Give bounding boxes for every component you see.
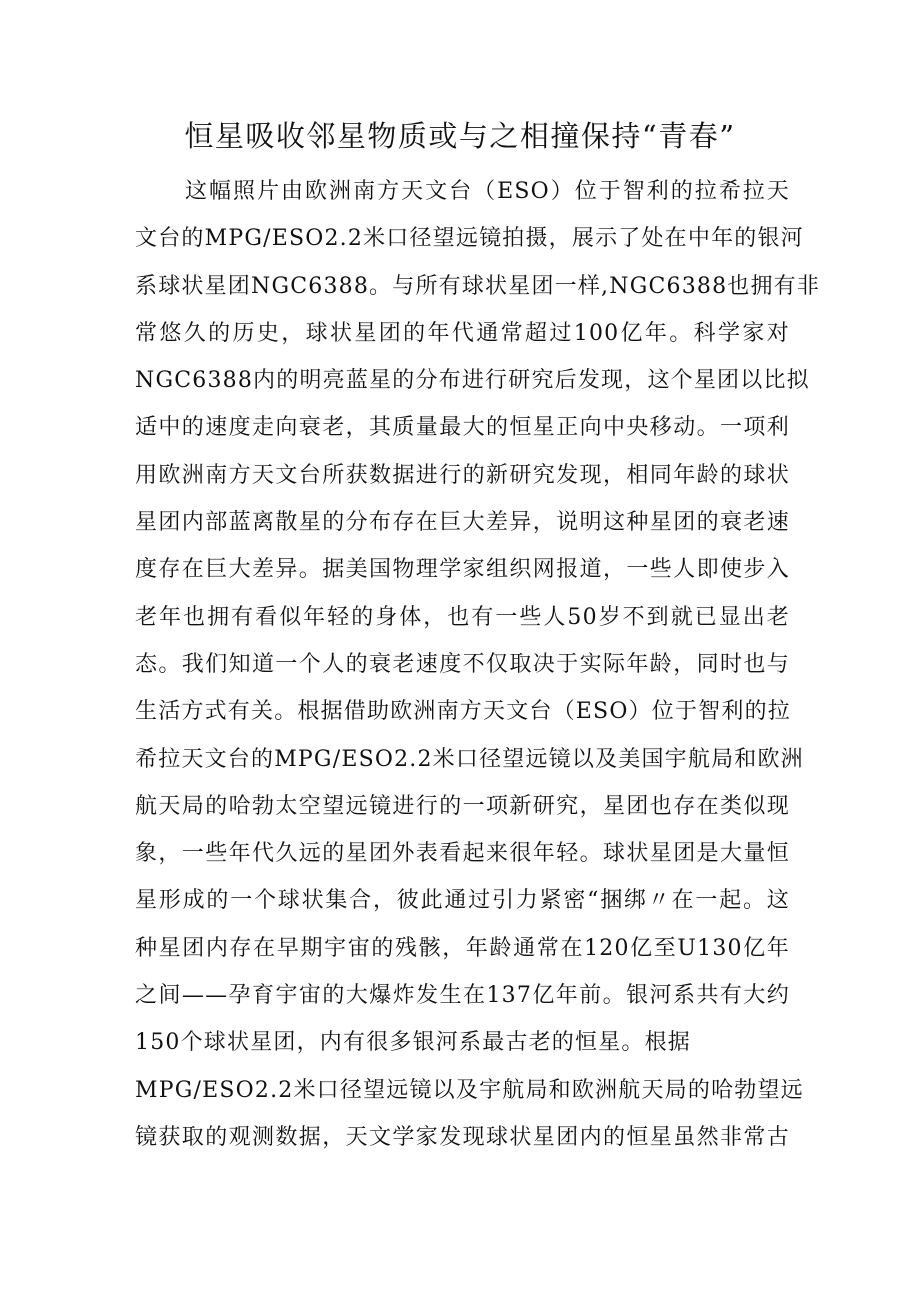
body-line: 星形成的一个球状集合，彼此通过引力紧密“捆绑〃在一起。这 (135, 888, 790, 914)
body-line: NGC6388内的明亮蓝星的分布进行研究后发现，这个星团以比拟 (135, 368, 810, 394)
body-line: 老年也拥有看似年轻的身体，也有一些人50岁不到就已显出老 (135, 604, 790, 630)
body-line: 种星团内存在早期宇宙的残骸，年龄通常在120亿至U130亿年 (135, 935, 790, 961)
body-line: 象，一些年代久远的星团外表看起来很年轻。球状星团是大量恒 (135, 841, 790, 867)
body-line: 文台的MPG/ESO2.2米口径望远镜拍摄，展示了处在中年的银河 (135, 226, 804, 252)
body-line: 星团内部蓝离散星的分布存在巨大差异，说明这种星团的衰老速 (135, 510, 790, 536)
body-line: 适中的速度走向衰老，其质量最大的恒星正向中央移动。一项利 (135, 415, 790, 441)
body-line: 生活方式有关。根据借助欧洲南方天文台（ESO）位于智利的拉 (135, 699, 791, 725)
body-line: 希拉天文台的MPG/ESO2.2米口径望远镜以及美国宇航局和欧洲 (135, 746, 804, 772)
body-line: MPG/ESO2.2米口径望远镜以及宇航局和欧洲航天局的哈勃望远 (135, 1077, 804, 1103)
body-line: 这幅照片由欧洲南方天文台（ESO）位于智利的拉希拉天 (185, 179, 790, 204)
body-line: 航天局的哈勃太空望远镜进行的一项新研究，星团也存在类似现 (135, 793, 790, 819)
body-line: 度存在巨大差异。据美国物理学家组织网报道，一些人即使步入 (135, 557, 790, 583)
body-line: 系球状星团NGC6388。与所有球状星团一样,NGC6388也拥有非 (135, 273, 821, 299)
body-line: 常悠久的历史，球状星团的年代通常超过100亿年。科学家对 (135, 320, 790, 346)
document-title: 恒星吸收邻星物质或与之相撞保持“青春” (184, 119, 736, 153)
body-line: 之间——孕育宇宙的大爆炸发生在137亿年前。银河系共有大约 (135, 983, 790, 1009)
document-body (135, 168, 821, 1161)
body-line: 态。我们知道一个人的衰老速度不仅取决于实际年龄，同时也与 (135, 651, 790, 677)
body-line: 用欧洲南方天文台所获数据进行的新研究发现，相同年龄的球状 (135, 462, 790, 488)
body-line: 150个球状星团，内有很多银河系最古老的恒星。根据 (135, 1030, 691, 1056)
body-line: 镜获取的观测数据，天文学家发现球状星团内的恒星虽然非常古 (135, 1124, 790, 1150)
